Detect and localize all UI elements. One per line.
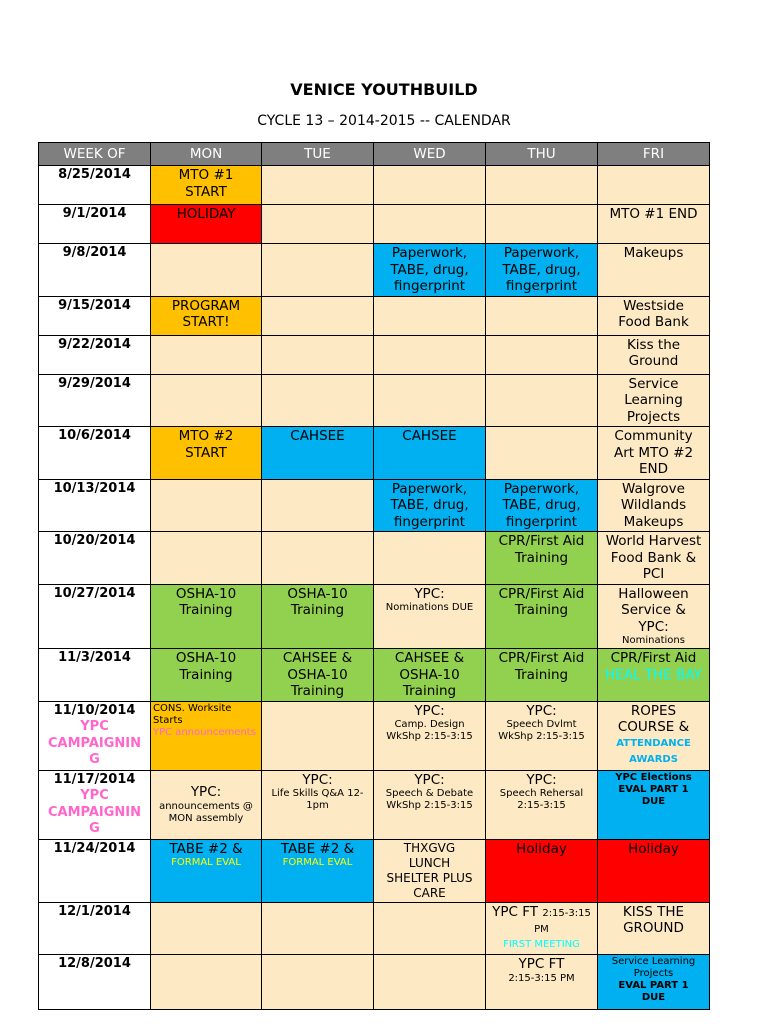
fri-cell: MTO #1 END [598,205,710,244]
tue-cell [262,701,374,770]
thu-cell: YPC FT 2:15-3:15 PM [486,955,598,1010]
tue-cell: YPC: Life Skills Q&A 12-1pm [262,770,374,839]
calendar-table [38,142,710,1010]
thu-cell: YPC FT 2:15-3:15 PM FIRST MEETING [486,902,598,955]
fri-cell: Makeups [598,244,710,297]
fri-cell: Walgrove Wildlands Makeups [598,479,710,532]
thu-cell [486,296,598,335]
fri-cell: Kiss the Ground [598,335,710,374]
wed-cell: CAHSEE [374,427,486,480]
fri-cell: World Harvest Food Bank & PCI [598,532,710,585]
fri-cell: ROPES COURSE & ATTENDANCE AWARDS [598,701,710,770]
tue-cell [262,166,374,205]
table-row [39,955,710,1010]
tue-cell [262,335,374,374]
mon-cell [151,374,262,427]
tue-cell: TABE #2 & FORMAL EVAL [262,839,374,902]
fri-cell: Service Learning Projects [598,374,710,427]
mon-cell [151,335,262,374]
mon-cell: OSHA-10 Training [151,649,262,702]
table-row [39,902,710,955]
week-cell: 9/1/2014 [39,205,151,244]
thu-cell: CPR/First Aid Training [486,649,598,702]
mon-cell: TABE #2 & FORMAL EVAL [151,839,262,902]
header-mon: MON [151,143,262,166]
mon-cell: OSHA-10 Training [151,584,262,649]
wed-cell [374,955,486,1010]
tue-cell [262,374,374,427]
wed-cell: THXGVG LUNCH SHELTER PLUS CARE [374,839,486,902]
week-cell: 11/24/2014 [39,839,151,902]
wed-cell [374,374,486,427]
mon-cell: PROGRAM START! [151,296,262,335]
week-cell: 10/20/2014 [39,532,151,585]
week-cell: 9/22/2014 [39,335,151,374]
wed-cell: Paperwork, TABE, drug, fingerprint [374,479,486,532]
table-row [39,770,710,839]
table-row [39,532,710,585]
thu-cell [486,335,598,374]
tue-cell [262,205,374,244]
wed-cell: YPC: Camp. Design WkShp 2:15-3:15 [374,701,486,770]
week-cell: 11/17/2014 YPC CAMPAIGNIN G [39,770,151,839]
wed-cell [374,902,486,955]
week-cell: 9/8/2014 [39,244,151,297]
mon-cell [151,955,262,1010]
week-cell: 9/29/2014 [39,374,151,427]
mon-cell [151,244,262,297]
week-cell: 9/15/2014 [39,296,151,335]
tue-cell: CAHSEE [262,427,374,480]
fri-cell: CPR/First Aid HEAL THE BAY [598,649,710,702]
thu-cell: Paperwork, TABE, drug, fingerprint [486,479,598,532]
tue-cell: OSHA-10 Training [262,584,374,649]
week-cell: 12/1/2014 [39,902,151,955]
table-row [39,335,710,374]
thu-cell: CPR/First Aid Training [486,584,598,649]
mon-cell: YPC: announcements @ MON assembly [151,770,262,839]
mon-cell [151,479,262,532]
wed-cell: Paperwork, TABE, drug, fingerprint [374,244,486,297]
header-week-of: WEEK OF [39,143,151,166]
mon-cell [151,532,262,585]
wed-cell [374,166,486,205]
week-cell: 12/8/2014 [39,955,151,1010]
tue-cell [262,902,374,955]
table-row [39,205,710,244]
wed-cell [374,205,486,244]
tue-cell [262,296,374,335]
fri-cell: Westside Food Bank [598,296,710,335]
table-row [39,244,710,297]
thu-cell: YPC: Speech Rehersal 2:15-3:15 [486,770,598,839]
mon-cell: HOLIDAY [151,205,262,244]
week-cell: 11/3/2014 [39,649,151,702]
header-row [39,143,710,166]
thu-cell [486,374,598,427]
mon-cell: MTO #1 START [151,166,262,205]
thu-cell: Paperwork, TABE, drug, fingerprint [486,244,598,297]
wed-cell [374,532,486,585]
table-row [39,374,710,427]
week-cell: 11/10/2014 YPC CAMPAIGNIN G [39,701,151,770]
tue-cell [262,532,374,585]
mon-cell: CONS. Worksite Starts YPC announcements [151,701,262,770]
fri-cell: KISS THE GROUND [598,902,710,955]
fri-cell: Halloween Service & YPC: Nominations [598,584,710,649]
week-cell: 8/25/2014 [39,166,151,205]
wed-cell: YPC: Nominations DUE [374,584,486,649]
thu-cell [486,166,598,205]
fri-cell [598,166,710,205]
header-thu: THU [486,143,598,166]
wed-cell: YPC: Speech & Debate WkShp 2:15-3:15 [374,770,486,839]
table-row [39,296,710,335]
tue-cell [262,244,374,297]
tue-cell [262,955,374,1010]
page-subtitle: CYCLE 13 – 2014-2015 -- CALENDAR [257,113,511,129]
thu-cell: CPR/First Aid Training [486,532,598,585]
thu-cell [486,427,598,480]
table-row [39,166,710,205]
week-cell: 10/13/2014 [39,479,151,532]
thu-cell: Holiday [486,839,598,902]
wed-cell [374,335,486,374]
wed-cell [374,296,486,335]
table-row [39,584,710,649]
header-wed: WED [374,143,486,166]
fri-cell: Holiday [598,839,710,902]
tue-cell [262,479,374,532]
table-row [39,427,710,480]
week-cell: 10/27/2014 [39,584,151,649]
thu-cell [486,205,598,244]
page-title: VENICE YOUTHBUILD [290,80,478,99]
table-row [39,701,710,770]
header-tue: TUE [262,143,374,166]
header-fri: FRI [598,143,710,166]
fri-cell: YPC Elections EVAL PART 1 DUE [598,770,710,839]
mon-cell: MTO #2 START [151,427,262,480]
week-cell: 10/6/2014 [39,427,151,480]
table-row [39,479,710,532]
fri-cell: Service Learning Projects EVAL PART 1 DUE [598,955,710,1010]
mon-cell [151,902,262,955]
table-row [39,649,710,702]
tue-cell: CAHSEE & OSHA-10 Training [262,649,374,702]
thu-cell: YPC: Speech Dvlmt WkShp 2:15-3:15 [486,701,598,770]
fri-cell: Community Art MTO #2 END [598,427,710,480]
wed-cell: CAHSEE & OSHA-10 Training [374,649,486,702]
table-row [39,839,710,902]
